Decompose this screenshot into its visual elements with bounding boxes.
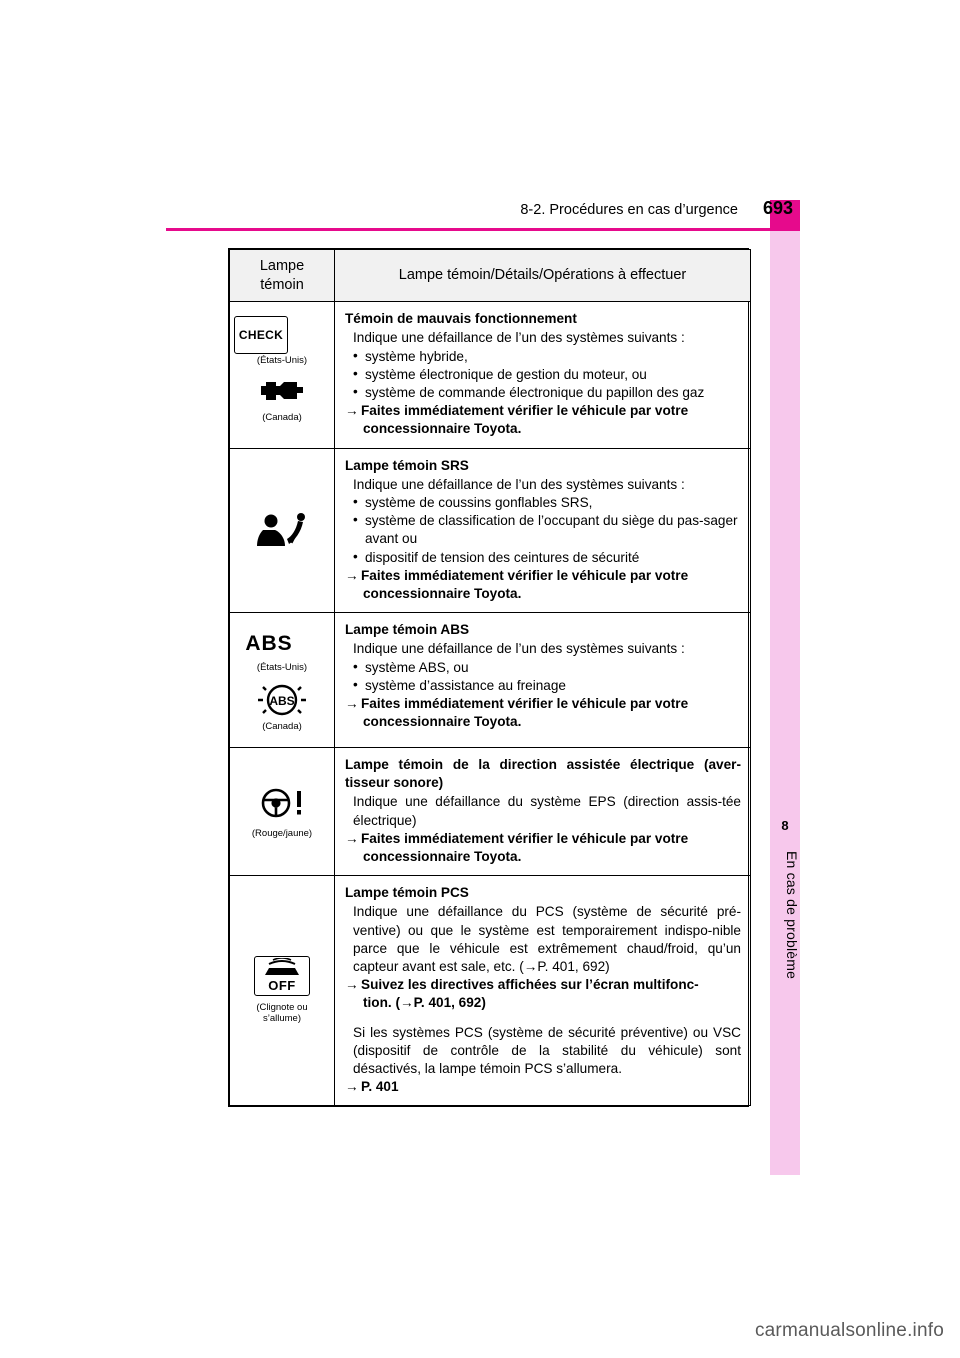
car-radar-glyph xyxy=(259,958,305,978)
svg-text:ABS: ABS xyxy=(269,694,295,709)
abs-canada-icon xyxy=(234,680,330,720)
row5-action-line2: tion. (→P. 401, 692) xyxy=(363,995,486,1011)
row3-text-cell xyxy=(335,613,751,748)
header-icon-column xyxy=(230,250,335,302)
chapter-label: En cas de problème xyxy=(784,851,800,980)
table-header-row xyxy=(230,250,751,302)
header-icon-column-line2: témoin xyxy=(260,276,304,293)
row4-text-cell xyxy=(335,747,751,875)
abs-us-icon-label: ABS xyxy=(245,632,293,656)
list-item: • système de coussins gonflables SRS, xyxy=(345,494,741,512)
steering-wheel-exclamation-glyph xyxy=(252,783,312,823)
row1-title: Témoin de mauvais fonctionnement xyxy=(345,311,577,327)
arrow-icon: → xyxy=(345,830,359,846)
airbag-glyph xyxy=(251,510,313,554)
row1-action-line1: Faites immédiatement vérifier le véhicule par votre xyxy=(361,403,689,419)
check-engine-us-icon-label: CHECK xyxy=(234,316,288,354)
table-row xyxy=(230,448,751,613)
row1-bullets xyxy=(345,348,741,403)
table-row xyxy=(230,747,751,875)
row5-text-cell xyxy=(335,876,751,1106)
row2-action xyxy=(345,567,741,603)
row4-action-line2: concessionnaire Toyota. xyxy=(363,849,522,864)
row5-reference xyxy=(345,1078,741,1096)
header-text-column: Lampe témoin/Détails/Opérations à effectuer xyxy=(335,250,751,302)
row5-intro: Indique une défaillance du PCS (système de sécurité pré-ventive) ou que le système est temporairement indispo-nible parce que le véhicule est extrêmement chaud/froid, qu’un capteur avant est sale, etc. (→P. 401, 692) xyxy=(353,904,741,975)
row1-icon-cell xyxy=(230,302,335,448)
row3-action xyxy=(345,695,741,731)
row3-action-line2: concessionnaire Toyota. xyxy=(363,714,522,730)
pcs-off-icon-caption xyxy=(234,1003,330,1025)
row5-reference-label: P. 401 xyxy=(361,1079,399,1095)
row2-action-line1: Faites immédiatement vérifier le véhicule par votre xyxy=(361,567,689,583)
abs-circle-glyph xyxy=(255,680,309,720)
row5-extra: Si les systèmes PCS (système de sécurité préventive) ou VSC (dispositif de contrôle de la stabilité du véhicule) sont désactivés, la lampe témoin PCS s’allumera. xyxy=(353,1024,741,1077)
list-item: • système hybride, xyxy=(345,348,741,366)
row3-bullets xyxy=(345,659,741,695)
row5-title: Lampe témoin PCS xyxy=(345,885,469,901)
row3-title: Lampe témoin ABS xyxy=(345,622,470,638)
row3-action-line1: Faites immédiatement vérifier le véhicule par votre xyxy=(361,695,689,711)
abs-canada-icon-caption: (Canada) xyxy=(262,721,302,733)
srs-airbag-icon xyxy=(234,510,330,554)
check-engine-us-icon-caption: (États-Unis) xyxy=(256,355,308,367)
warning-lamp-table xyxy=(228,248,749,1107)
row5-action-line1: Suivez les directives affichées sur l’écran multifonc- xyxy=(361,977,699,993)
row5-icon-cell xyxy=(230,876,335,1106)
row4-action-line1: Faites immédiatement vérifier le véhicule par votre xyxy=(361,830,689,846)
check-engine-us-icon xyxy=(234,316,330,354)
arrow-icon: → xyxy=(345,977,359,993)
row4-title: Lampe témoin de la direction assistée électrique (aver-tisseur sonore) xyxy=(345,756,741,791)
arrow-icon: → xyxy=(345,403,359,419)
engine-glyph xyxy=(255,373,309,411)
list-item: • système de commande électronique du papillon des gaz xyxy=(345,384,741,402)
chapter-number: 8 xyxy=(781,818,789,833)
page-number: 693 xyxy=(762,198,793,218)
abs-us-icon xyxy=(234,627,330,661)
row5-action xyxy=(345,976,741,1012)
pcs-off-icon-label: OFF xyxy=(268,978,296,994)
row4-action xyxy=(345,830,741,866)
power-steering-warning-icon-caption: (Rouge/jaune) xyxy=(251,828,313,840)
list-item: • système ABS, ou xyxy=(345,659,741,677)
list-item: • dispositif de tension des ceintures de sécurité xyxy=(345,549,741,567)
arrow-icon: → xyxy=(345,695,359,711)
check-engine-canada-icon-caption: (Canada) xyxy=(262,412,302,424)
table-row xyxy=(230,876,751,1106)
row3-icon-cell xyxy=(230,613,335,748)
abs-us-icon-caption: (États-Unis) xyxy=(256,662,308,674)
arrow-icon: → xyxy=(345,1079,359,1095)
row4-icon-cell xyxy=(230,747,335,875)
header-icon-column-line1: Lampe xyxy=(259,258,305,274)
pcs-off-icon-box xyxy=(254,956,310,996)
power-steering-warning-icon xyxy=(234,783,330,823)
row2-text-cell xyxy=(335,448,751,613)
row3-intro: Indique une défaillance de l’un des systèmes suivants : xyxy=(353,641,685,657)
row2-icon-cell xyxy=(230,448,335,613)
row2-action-line2: concessionnaire Toyota. xyxy=(363,585,522,601)
row1-action xyxy=(345,402,741,438)
pcs-off-icon-caption-line1: (Clignote ou xyxy=(256,1002,308,1014)
list-item: • système électronique de gestion du moteur, ou xyxy=(345,366,741,384)
footer-brand: carmanualsonline.info xyxy=(754,1320,944,1341)
pcs-off-icon xyxy=(254,956,310,996)
page-header xyxy=(166,200,800,230)
table-row xyxy=(230,302,751,448)
row2-title: Lampe témoin SRS xyxy=(345,457,469,473)
pcs-off-icon-caption-line2: s’allume) xyxy=(262,1013,301,1025)
list-item: • système d’assistance au freinage xyxy=(345,677,741,695)
check-engine-canada-icon xyxy=(234,373,330,411)
row1-intro: Indique une défaillance de l’un des systèmes suivants : xyxy=(353,330,685,346)
table-row xyxy=(230,613,751,748)
row1-text-cell xyxy=(335,302,751,448)
arrow-icon: → xyxy=(345,567,359,583)
row1-action-line2: concessionnaire Toyota. xyxy=(363,421,522,437)
list-item: • système de classification de l’occupant du siège du pas-sager avant ou xyxy=(345,512,741,548)
row4-intro: Indique une défaillance du système EPS (direction assis-tée électrique) xyxy=(353,794,741,828)
section-title: 8-2. Procédures en cas d’urgence xyxy=(520,202,738,218)
row2-intro: Indique une défaillance de l’un des systèmes suivants : xyxy=(353,476,685,492)
row2-bullets xyxy=(345,494,741,567)
header-rule xyxy=(166,228,800,231)
